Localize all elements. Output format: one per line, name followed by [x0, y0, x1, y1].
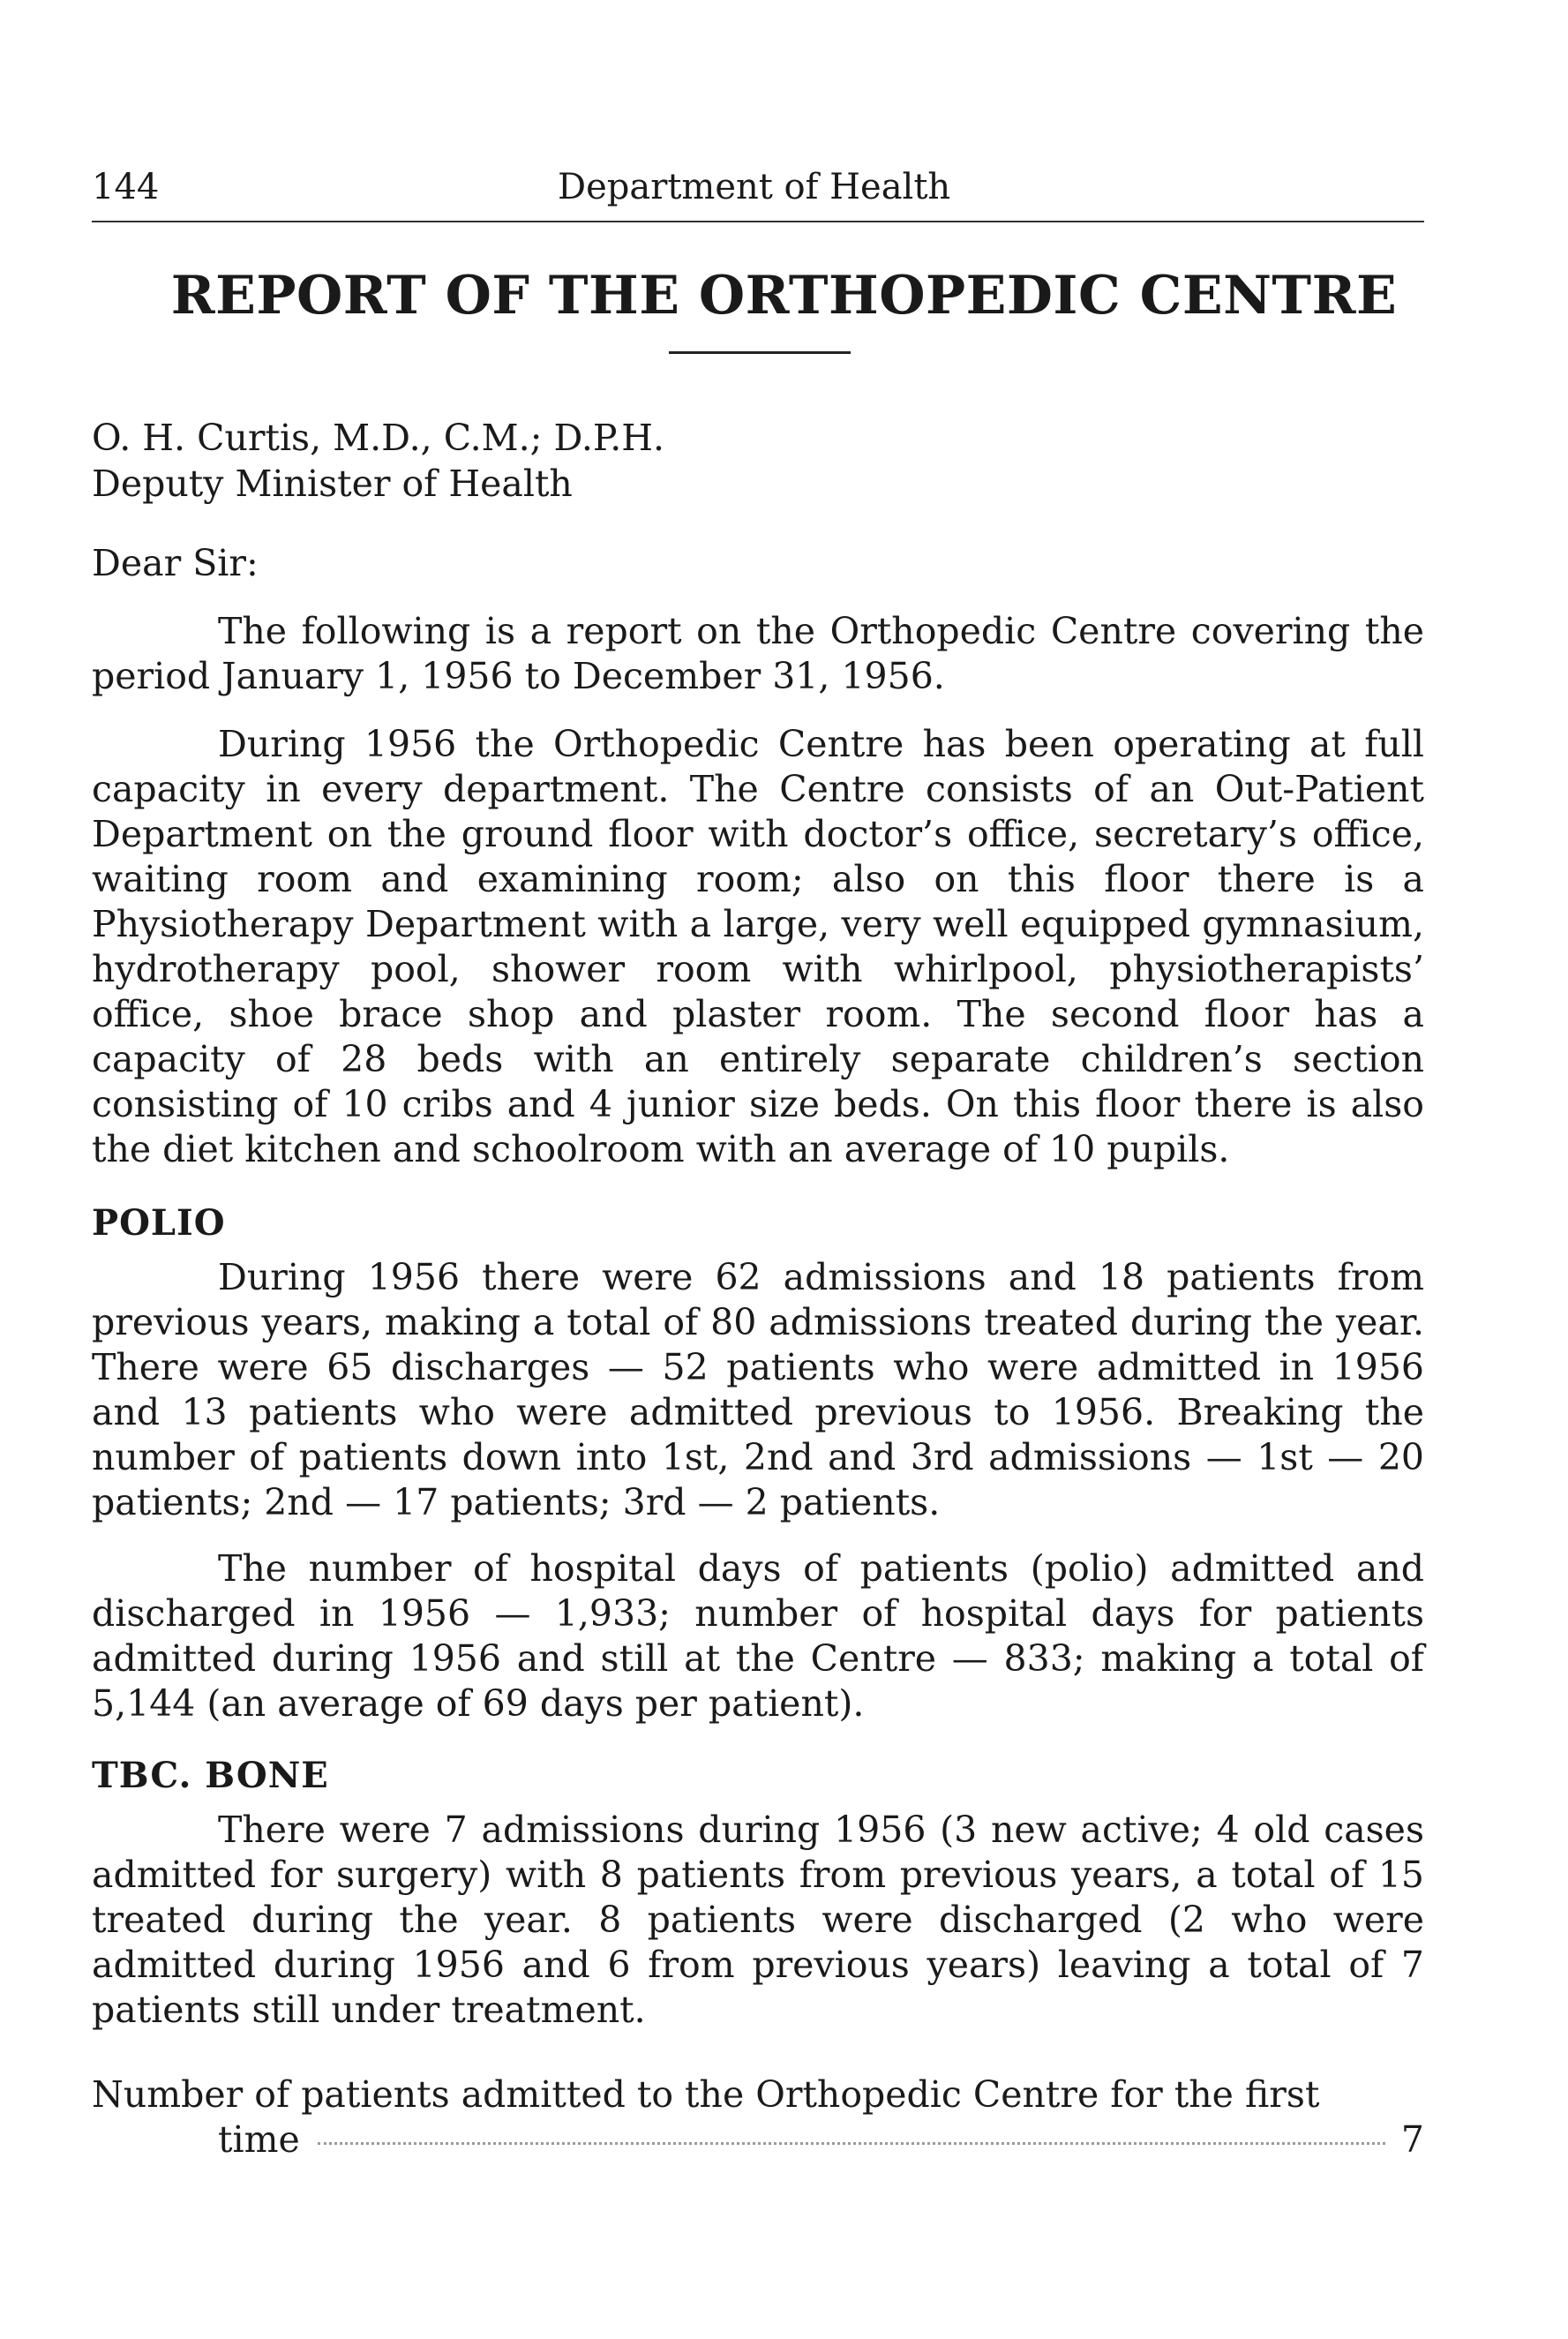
address-block [92, 415, 664, 507]
running-title: Department of Health [558, 167, 951, 207]
salutation: Dear Sir: [92, 542, 259, 584]
page-number: 144 [92, 167, 160, 207]
stat-first-time-admissions [92, 2072, 1424, 2162]
tbc-bone-paragraph-text: There were 7 admissions during 1956 (3 new active; 4 old cases admitted for surgery) with 8 patients from previous years, a total of 15 treated during the year. 8 patients were discharged (2 who were admitted during 1956 and 6 from previous years) leaving a total of 7 patients still under treatment. [92, 1809, 1424, 2031]
polio-paragraph-1-text: During 1956 there were 62 admissions and 18 patients from previous years, making a total of 80 admissions treated during the year. There were 65 discharges — 52 patients who were admitted in 1956 and 13 patients who were admitted previous to 1956. Breaking the number of patients down into 1st, 2nd and 3rd admissions — 1st — 20 patients; 2nd — 17 patients; 3rd — 2 patients. [92, 1256, 1424, 1523]
polio-paragraph-2-text: The number of hospital days of patients (polio) admitted and discharged in 1956 — 1,933; number of hospital days for patients admitted during 1956 and still at the Centre — 833; making a total of 5,144 (an average of 69 days per patient). [92, 1547, 1424, 1725]
report-title: REPORT OF THE ORTHOPEDIC CENTRE [170, 265, 1398, 327]
section-heading-polio: POLIO [92, 1202, 226, 1244]
stat-label-line2: time [218, 2118, 300, 2161]
title-rule [669, 351, 851, 354]
section-heading-tbc-bone: TBC. BONE [92, 1755, 329, 1796]
intro-paragraph-2-text: During 1956 the Orthopedic Centre has been operating at full capacity in every department. The Centre consists of an Out-Patient Department on the ground floor with doctor’s office, secretary’s office, waiting room and examining room; also on this floor there is a Physiotherapy Department with a large, very well equipped gymnasium, hydrotherapy pool, shower room with whirlpool, physiotherapists’ office, shoe brace shop and plaster room. The second floor has a capacity of 28 beds with an entirely separate children’s section consisting of 10 cribs and 4 junior size beds. On this floor there is also the diet kitchen and schoolroom with an average of 10 pupils. [92, 723, 1424, 1170]
intro-paragraph-1 [92, 609, 1424, 699]
tbc-bone-paragraph [92, 1808, 1424, 2033]
dot-leader [318, 2142, 1385, 2145]
addressee-title: Deputy Minister of Health [92, 463, 573, 505]
polio-paragraph-1 [92, 1255, 1424, 1525]
addressee-name: O. H. Curtis, M.D., C.M.; D.P.H. [92, 417, 665, 459]
stat-value: 7 [1400, 2118, 1424, 2161]
stat-row [92, 2117, 1424, 2162]
header-rule [92, 221, 1424, 222]
intro-paragraph-2 [92, 722, 1424, 1172]
stat-label-line1: Number of patients admitted to the Orthopedic Centre for the first [92, 2073, 1320, 2116]
polio-paragraph-2 [92, 1546, 1424, 1726]
intro-paragraph-1-text: The following is a report on the Orthopedic Centre covering the period January 1, 1956 to December 31, 1956. [92, 610, 1424, 697]
